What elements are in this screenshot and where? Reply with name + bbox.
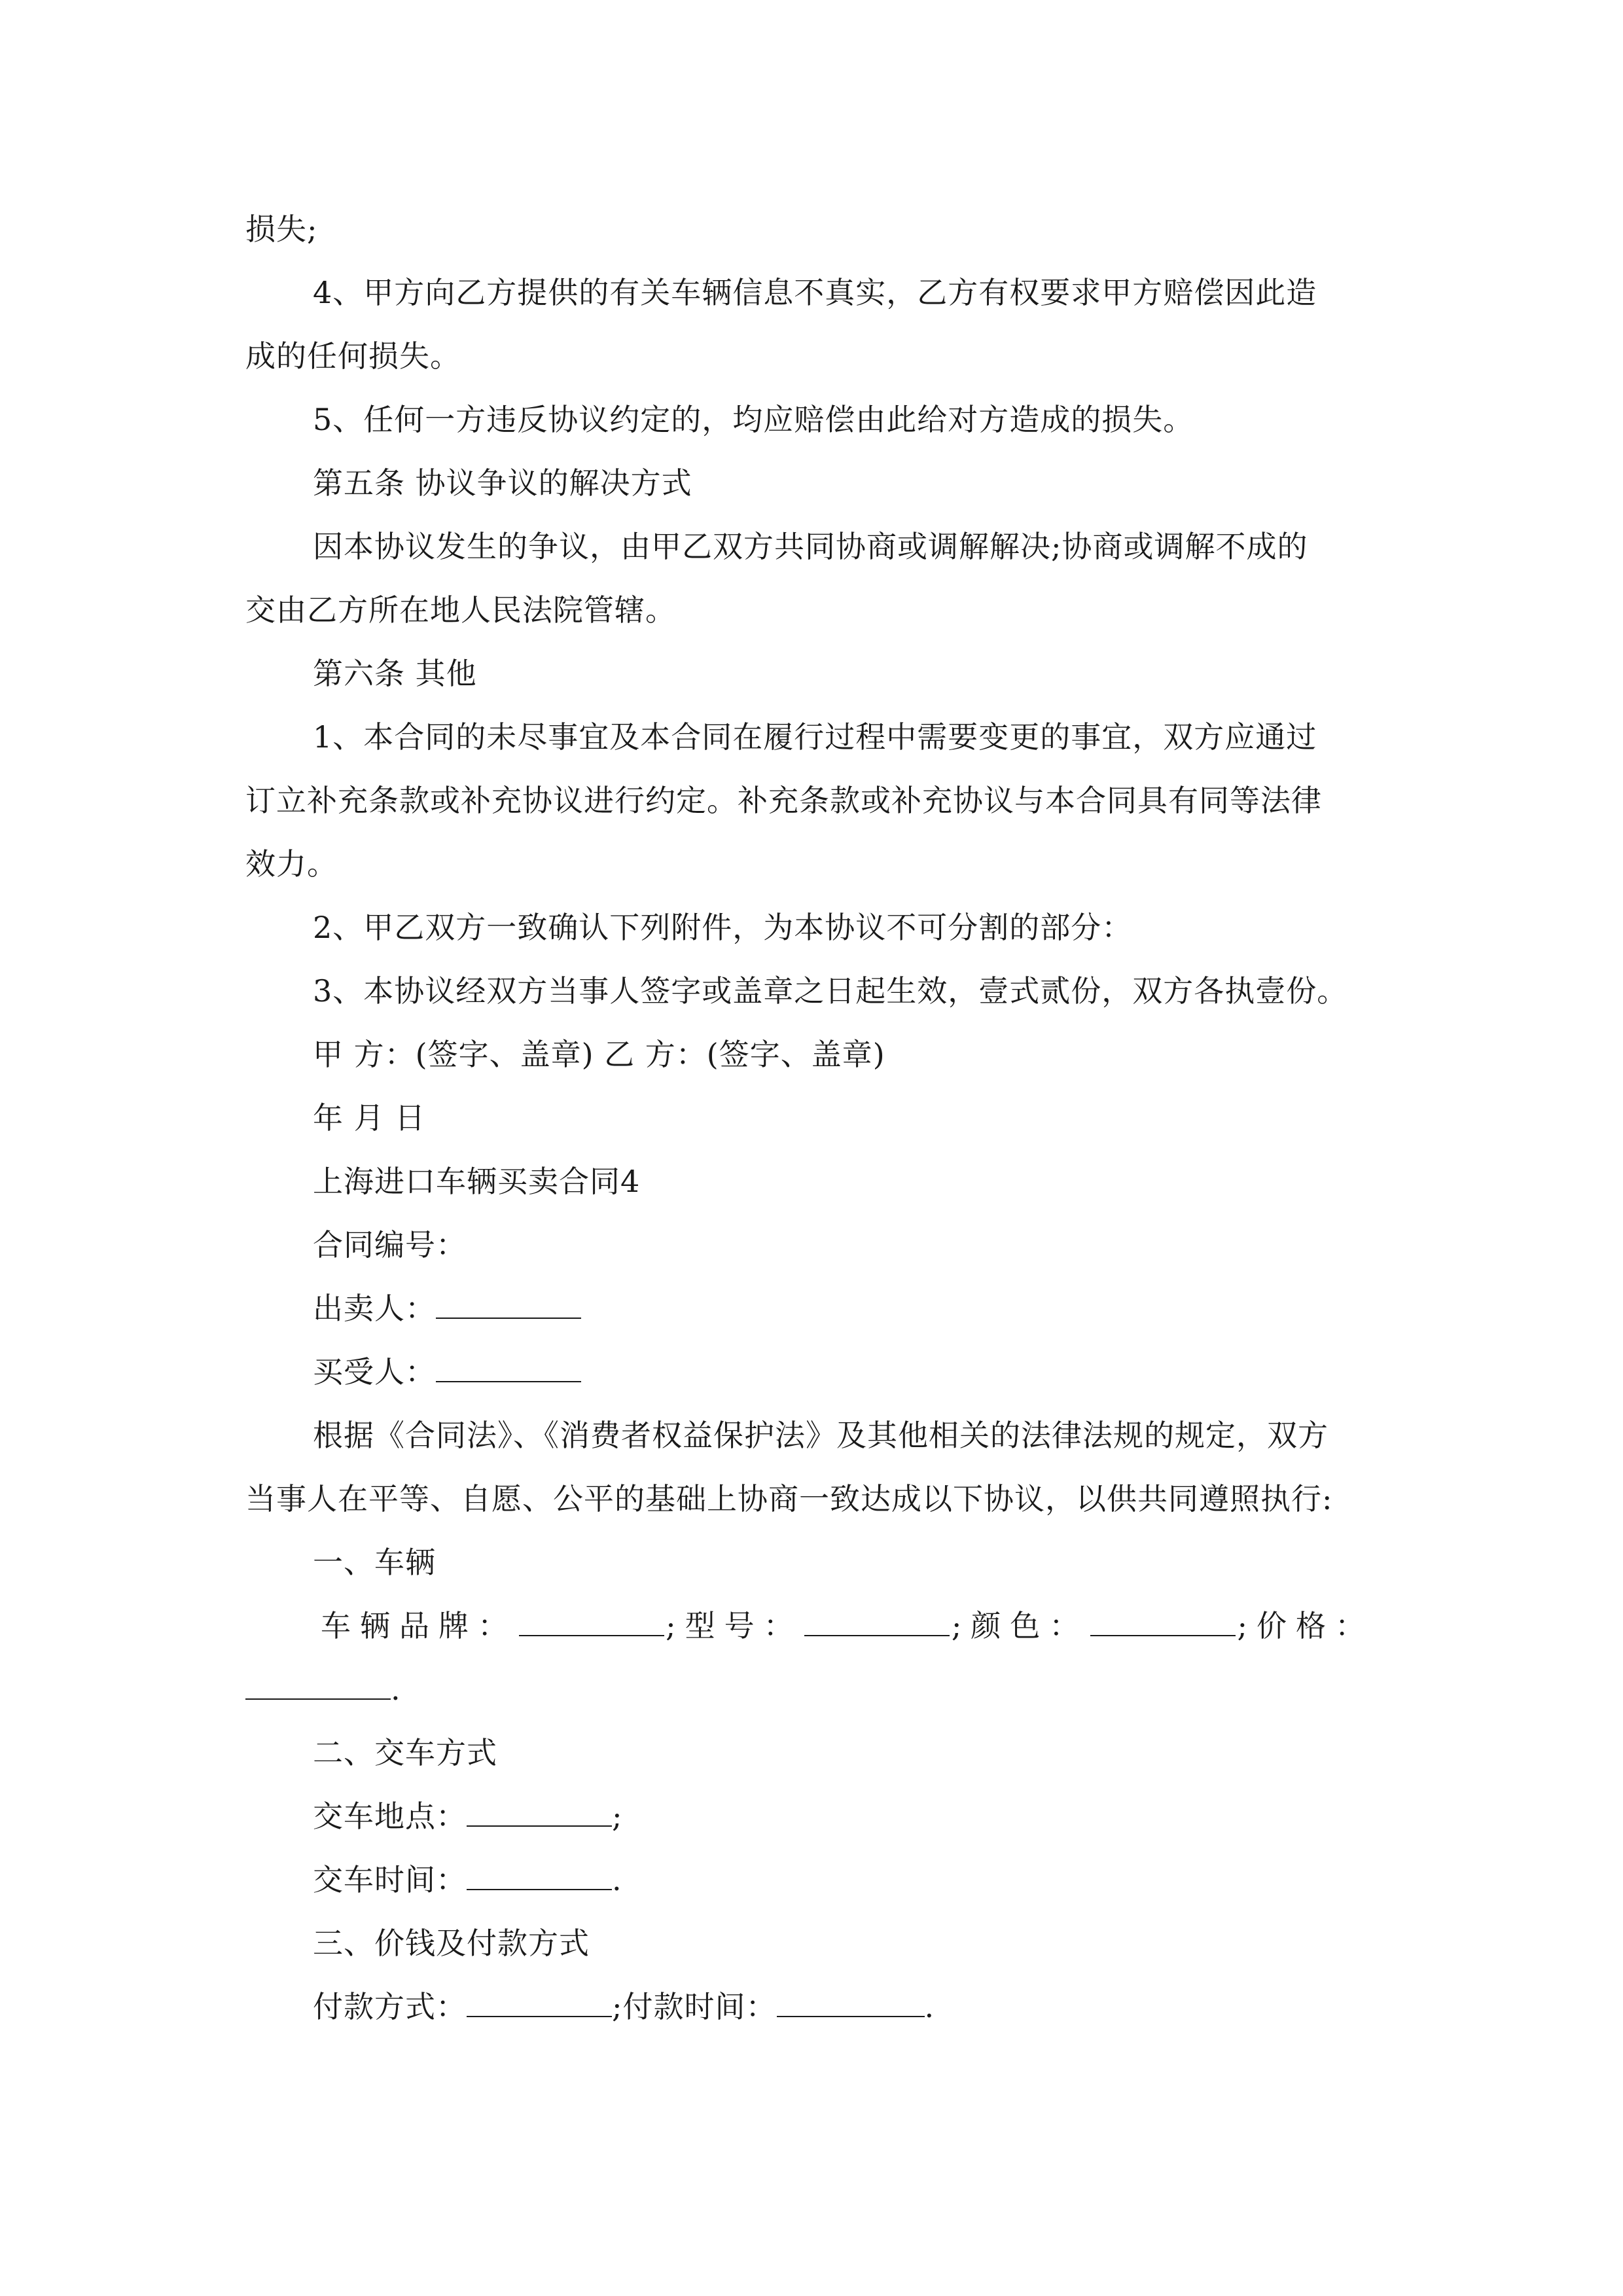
buyer-blank: [436, 1352, 581, 1382]
model-label: ;型号：: [666, 1608, 803, 1643]
paragraph-line: 根据《合同法》、《消费者权益保护法》及其他相关的法律法规的规定，双方: [313, 1418, 1329, 1453]
paragraph-line: 1、本合同的未尽事宜及本合同在履行过程中需要变更的事宜，双方应通过: [313, 719, 1317, 755]
seller-blank: [436, 1289, 581, 1319]
semicolon: ;: [612, 1799, 623, 1834]
brand-blank: [519, 1606, 664, 1636]
payment-method-label: 付款方式：: [313, 1989, 467, 2024]
delivery-time-label: 交车时间：: [313, 1862, 467, 1897]
color-blank: [1090, 1606, 1236, 1636]
section-heading: 第五条 协议争议的解决方式: [313, 465, 692, 501]
seller-row: [313, 1289, 581, 1328]
delivery-place-label: 交车地点：: [313, 1799, 467, 1834]
model-blank: [804, 1606, 950, 1636]
buyer-label: 买受人：: [313, 1354, 436, 1390]
delivery-place-row: [313, 1797, 623, 1836]
buyer-row: [313, 1352, 581, 1391]
delivery-time-blank: [467, 1860, 612, 1890]
paragraph-line: 成的任何损失。: [245, 338, 461, 374]
period: .: [924, 1989, 935, 2024]
paragraph-line: 当事人在平等、自愿、公平的基础上协商一致达成以下协议，以供共同遵照执行:: [245, 1481, 1333, 1516]
price-label: ;价格：: [1237, 1608, 1374, 1643]
paragraph-line: 交由乙方所在地人民法院管辖。: [245, 592, 676, 628]
paragraph-line: 订立补充条款或补充协议进行约定。补充条款或补充协议与本合同具有同等法律: [245, 783, 1322, 818]
paragraph-line: 5、任何一方违反协议约定的，均应赔偿由此给对方造成的损失。: [313, 402, 1194, 437]
date-line: 年 月 日: [313, 1100, 426, 1136]
section-heading: 一、车辆: [313, 1545, 436, 1580]
period: .: [612, 1862, 622, 1897]
brand-label: 车辆品牌：: [321, 1608, 517, 1643]
contract-number-label: 合同编号：: [313, 1227, 467, 1263]
payment-method-blank: [467, 1987, 612, 2017]
contract-title: 上海进口车辆买卖合同4: [313, 1164, 641, 1199]
paragraph-line: 效力。: [245, 846, 338, 882]
payment-row: [313, 1987, 935, 2026]
vehicle-info-row: [321, 1606, 1374, 1645]
payment-time-label: ;付款时间：: [612, 1989, 777, 2024]
price-row: [245, 1670, 401, 1709]
delivery-place-blank: [467, 1797, 612, 1827]
price-blank: [245, 1670, 391, 1700]
payment-time-blank: [777, 1987, 925, 2017]
signature-line: 甲 方：(签字、盖章) 乙 方：(签字、盖章): [313, 1037, 885, 1072]
color-label: ;颜色：: [951, 1608, 1089, 1643]
seller-label: 出卖人：: [313, 1291, 436, 1326]
paragraph-line: 因本协议发生的争议，由甲乙双方共同协商或调解解决;协商或调解不成的: [313, 529, 1308, 564]
paragraph-line: 2、甲乙双方一致确认下列附件，为本协议不可分割的部分：: [313, 910, 1133, 945]
section-heading: 第六条 其他: [313, 656, 477, 691]
paragraph-line: 损失;: [245, 211, 318, 247]
paragraph-line: 4、甲方向乙方提供的有关车辆信息不真实，乙方有权要求甲方赔偿因此造: [313, 275, 1317, 310]
delivery-time-row: [313, 1860, 622, 1899]
period: .: [391, 1672, 401, 1707]
paragraph-line: 3、本协议经双方当事人签字或盖章之日起生效，壹式贰份，双方各执壹份。: [313, 973, 1348, 1009]
section-heading: 三、价钱及付款方式: [313, 1926, 590, 1961]
section-heading: 二、交车方式: [313, 1735, 497, 1770]
